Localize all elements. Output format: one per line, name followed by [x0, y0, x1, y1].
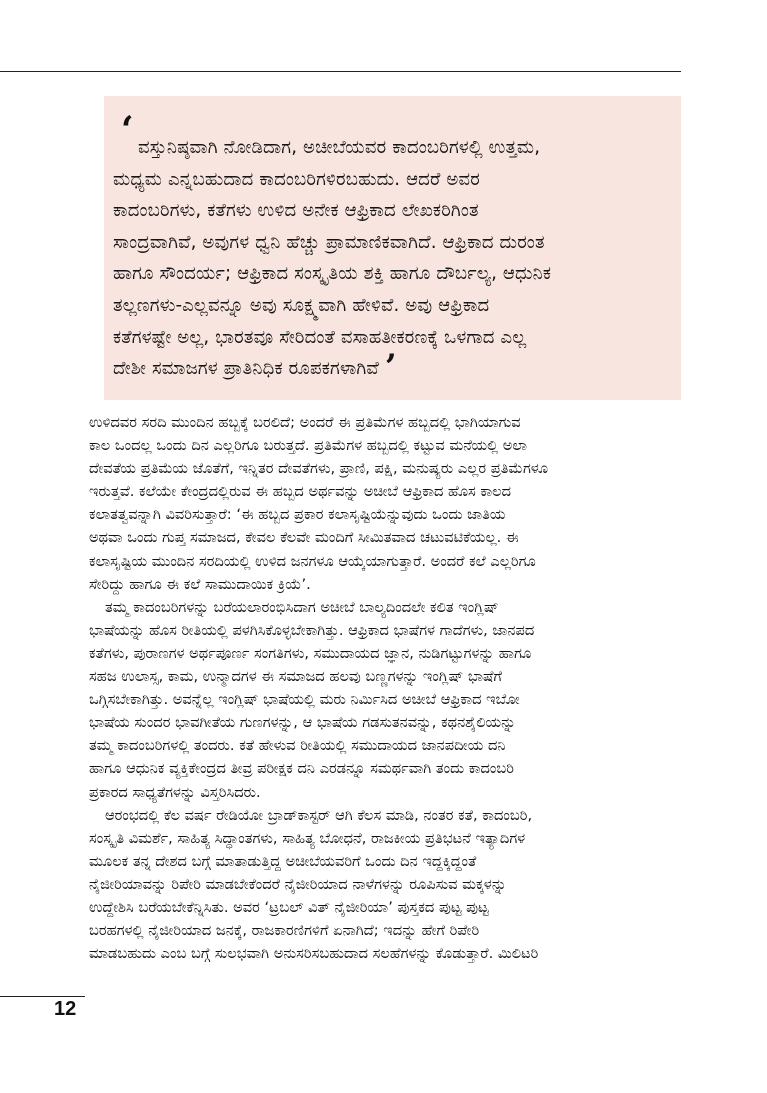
header-rule — [0, 71, 681, 72]
body-line: ಸಹಜ ಉಲಾಸ್ಸ, ಕಾಮ, ಉನ್ಮಾದಗಳ ಈ ಸಮಾಜದ ಹಲವು ಬಣ್ಣಗಳನ್ನು ಇಂಗ್ಲಿಷ್ ಭಾಷೆಗೆ — [89, 668, 502, 686]
body-line: ತಮ್ಮ ಕಾದಂಬರಿಗಳಲ್ಲಿ ತಂದರು. ಕತೆ ಹೇಳುವ ರೀತಿಯಲ್ಲಿ ಸಮುದಾಯದ ಜಾನಪದೀಯ ದನಿ — [89, 737, 506, 755]
body-line: ಕಲಾಸೃಷ್ಟಿಯ ಮುಂದಿನ ಸರದಿಯಲ್ಲಿ ಉಳಿದ ಜನಗಳೂ ಆಯ್ಕೆಯಾಗುತ್ತಾರೆ. ಅಂದರೆ ಕಲೆ ಎಲ್ಲರಿಗೂ — [89, 552, 536, 570]
body-line: ಸೇರಿದ್ದು ಹಾಗೂ ಈ ಕಲೆ ಸಾಮುದಾಯಿಕ ಕ್ರಿಯೆ’. — [89, 575, 311, 593]
body-line: ತಮ್ಮ ಕಾದಂಬರಿಗಳನ್ನು ಬರೆಯಲಾರಂಭಿಸಿದಾಗ ಅಚೀಬೆ ಬಾಲ್ಯದಿಂದಲೇ ಕಲಿತ ಇಂಗ್ಲಿಷ್ — [105, 598, 499, 616]
body-line: ಉಳಿದವರ ಸರದಿ ಮುಂದಿನ ಹಬ್ಬಕ್ಕೆ ಬರಲಿದೆ; ಅಂದರೆ ಈ ಪ್ರತಿಮೆಗಳ ಹಬ್ಬದಲ್ಲಿ ಭಾಗಿಯಾಗುವ — [89, 414, 521, 431]
quote-close-mark: ’ — [384, 347, 397, 388]
pull-quote-line: ಕತೆಗಳಷ್ಟೇ ಅಲ್ಲ, ಭಾರತವೂ ಸೇರಿದಂತೆ ವಸಾಹತೀಕರಣಕ್ಕೆ ಒಳಗಾದ ಎಲ್ಲ — [113, 326, 527, 348]
body-line: ಹಾಗೂ ಆಧುನಿಕ ವ್ಯಕ್ತಿಕೇಂದ್ರದ ತೀವ್ರ ಪರೀಕ್ಷಕ ದನಿ ಎರಡನ್ನೂ ಸಮರ್ಥವಾಗಿ ತಂದು ಕಾದಂಬರಿ — [89, 760, 514, 778]
pull-quote-line: ಮಧ್ಯಮ ಎನ್ನಬಹುದಾದ ಕಾದಂಬರಿಗಳಿರಬಹುದು. ಆದರೆ ಅವರ — [113, 168, 480, 190]
body-line: ಆರಂಭದಲ್ಲಿ ಕೆಲ ವರ್ಷ ರೇಡಿಯೋ ಬ್ರಾಡ್‌ಕಾಸ್ಟರ್ ಆಗಿ ಕೆಲಸ ಮಾಡಿ, ನಂತರ ಕತೆ, ಕಾದಂಬರಿ, — [105, 806, 533, 824]
page-number: 12 — [54, 998, 77, 1020]
body-line: ಸಂಸ್ಕೃತಿ ವಿಮರ್ಶೆ, ಸಾಹಿತ್ಯ ಸಿದ್ಧಾಂತಗಳು, ಸಾಹಿತ್ಯ ಬೋಧನೆ, ರಾಜಕೀಯ ಪ್ರತಿಭಟನೆ ಇತ್ಯಾದಿಗಳ — [89, 829, 526, 847]
pull-quote-line: ವಸ್ತುನಿಷ್ಠವಾಗಿ ನೋಡಿದಾಗ, ಅಚೀಬೆಯವರ ಕಾದಂಬರಿಗಳಲ್ಲಿ ಉತ್ತಮ, — [138, 137, 541, 158]
body-line: ಕತೆಗಳು, ಪುರಾಣಗಳ ಅರ್ಥಪೂರ್ಣ ಸಂಗತಿಗಳು, ಸಮುದಾಯದ ಜ್ಞಾನ, ನುಡಿಗಟ್ಟುಗಳನ್ನು ಹಾಗೂ — [89, 644, 532, 662]
body-line: ದೇವತೆಯ ಪ್ರತಿಮೆಯ ಜೊತೆಗೆ, ಇನ್ನಿತರ ದೇವತೆಗಳು, ಪ್ರಾಣಿ, ಪಕ್ಷಿ, ಮನುಷ್ಯರು ಎಲ್ಲರ ಪ್ರತಿಮೆಗಳೂ — [89, 460, 549, 478]
body-line: ಒಗ್ಗಿಸಬೇಕಾಗಿತ್ತು. ಅವನ್ನೆಲ್ಲ ಇಂಗ್ಲಿಷ್ ಭಾಷೆಯಲ್ಲಿ ಮರು ನಿರ್ಮಿಸಿದ ಅಚೀಬೆ ಆಫ್ರಿಕಾದ ಇಬೋ — [89, 691, 520, 709]
body-line: ನೈಜೀರಿಯಾವನ್ನು ರಿಪೇರಿ ಮಾಡಬೇಕೆಂದರೆ ನೈಜೀರಿಯಾದ ನಾಳೆಗಳನ್ನು ರೂಪಿಸುವ ಮಕ್ಕಳನ್ನು — [89, 875, 507, 893]
pull-quote-line: ಸಾಂದ್ರವಾಗಿವೆ, ಅವುಗಳ ಧ್ವನಿ ಹೆಚ್ಚು ಪ್ರಾಮಾಣಿಕವಾಗಿದೆ. ಆಫ್ರಿಕಾದ ದುರಂತ — [113, 231, 545, 253]
pull-quote — [113, 132, 668, 388]
body-line: ಭಾಷೆಯ ಸುಂದರ ಭಾವಗೀತೆಯ ಗುಣಗಳನ್ನು, ಆ ಭಾಷೆಯ ಗಡಸುತನವನ್ನು, ಕಥನಶೈಲಿಯನ್ನು — [89, 714, 516, 732]
pull-quote-line: ತಲ್ಲಣಗಳು-ಎಲ್ಲವನ್ನೂ ಅವು ಸೂಕ್ಷ್ಮವಾಗಿ ಹೇಳಿವೆ. ಅವು ಆಫ್ರಿಕಾದ — [113, 294, 490, 316]
body-line: ಭಾಷೆಯನ್ನು ಹೊಸ ರೀತಿಯಲ್ಲಿ ಪಳಗಿಸಿಕೊಳ್ಳಬೇಕಾಗಿತ್ತು. ಆಫ್ರಿಕಾದ ಭಾಷೆಗಳ ಗಾದೆಗಳು, ಜಾನಪದ — [89, 621, 535, 639]
body-line: ಉದ್ದೇಶಿಸಿ ಬರೆಯಬೇಕೆನ್ನಿಸಿತು. ಅವರ ‘ಟ್ರಬಲ್ ವಿತ್ ನೈಜೀರಿಯಾ’ ಪುಸ್ತಕದ ಪುಟ್ಟ ಪುಟ್ಟ — [89, 898, 489, 916]
body-line: ಪ್ರಕಾರದ ಸಾಧ್ಯತೆಗಳನ್ನು ವಿಸ್ತರಿಸಿದರು. — [89, 783, 261, 801]
pull-quote-line: ಕಾದಂಬರಿಗಳು, ಕತೆಗಳು ಉಳಿದ ಅನೇಕ ಆಫ್ರಿಕಾದ ಲೇಖಕರಿಗಿಂತ — [113, 200, 479, 222]
pull-quote-line-text: ದೇಶೀ ಸಮಾಜಗಳ ಪ್ರಾತಿನಿಧಿಕ ರೂಪಕಗಳಾಗಿವೆ — [113, 358, 379, 380]
body-line: ಇರುತ್ತವೆ. ಕಲೆಯೇ ಕೇಂದ್ರದಲ್ಲಿರುವ ಈ ಹಬ್ಬದ ಅರ್ಥವನ್ನು ಅಚೀಬೆ ಆಫ್ರಿಕಾದ ಹೊಸ ಕಾಲದ — [89, 483, 512, 501]
body-text — [89, 411, 665, 965]
body-line: ಕಲಾತತ್ವವನ್ನಾಗಿ ವಿವರಿಸುತ್ತಾರೆ: ‘ಈ ಹಬ್ಬದ ಪ್ರಕಾರ ಕಲಾಸೃಷ್ಟಿಯೆನ್ನುವುದು ಒಂದು ಜಾತಿಯ — [89, 506, 506, 524]
body-line: ಕಾಲ ಒಂದಲ್ಲ ಒಂದು ದಿನ ಎಲ್ಲರಿಗೂ ಬರುತ್ತದೆ. ಪ್ರತಿಮೆಗಳ ಹಬ್ಬದಲ್ಲಿ ಕಟ್ಟುವ ಮನೆಯಲ್ಲಿ ಅಲಾ — [89, 437, 527, 455]
pull-quote-last-line — [113, 347, 668, 388]
quote-open-mark: ‘ — [121, 109, 134, 151]
body-line: ಮಾಡಬಹುದು ಎಂಬ ಬಗ್ಗೆ ಸುಲಭವಾಗಿ ಅನುಸರಿಸಬಹುದಾದ ಸಲಹೆಗಳನ್ನು ಕೊಡುತ್ತಾರೆ. ಮಿಲಿಟರಿ — [89, 945, 539, 963]
body-line: ಅಥವಾ ಒಂದು ಗುಪ್ತ ಸಮಾಜದ, ಕೇವಲ ಕೆಲವೇ ಮಂದಿಗೆ ಸೀಮಿತವಾದ ಚಟುವಟಿಕೆಯಲ್ಲ. ಈ — [89, 529, 519, 547]
body-line: ಬರಹಗಳಲ್ಲಿ ನೈಜೀರಿಯಾದ ಜನಕ್ಕೆ, ರಾಜಕಾರಣಿಗಳಿಗೆ ಏನಾಗಿದೆ; ಇದನ್ನು ಹೇಗೆ ರಿಪೇರಿ — [89, 922, 480, 940]
body-line: ಮೂಲಕ ತನ್ನ ದೇಶದ ಬಗ್ಗೆ ಮಾತಾಡುತ್ತಿದ್ದ ಅಚೀಬೆಯವರಿಗೆ ಒಂದು ದಿನ ಇದ್ದಕ್ಕಿದ್ದಂತೆ — [89, 852, 477, 870]
pull-quote-line: ಹಾಗೂ ಸೌಂದರ್ಯ; ಆಫ್ರಿಕಾದ ಸಂಸ್ಕೃತಿಯ ಶಕ್ತಿ ಹಾಗೂ ದೌರ್ಬಲ್ಯ, ಆಧುನಿಕ — [113, 263, 552, 285]
